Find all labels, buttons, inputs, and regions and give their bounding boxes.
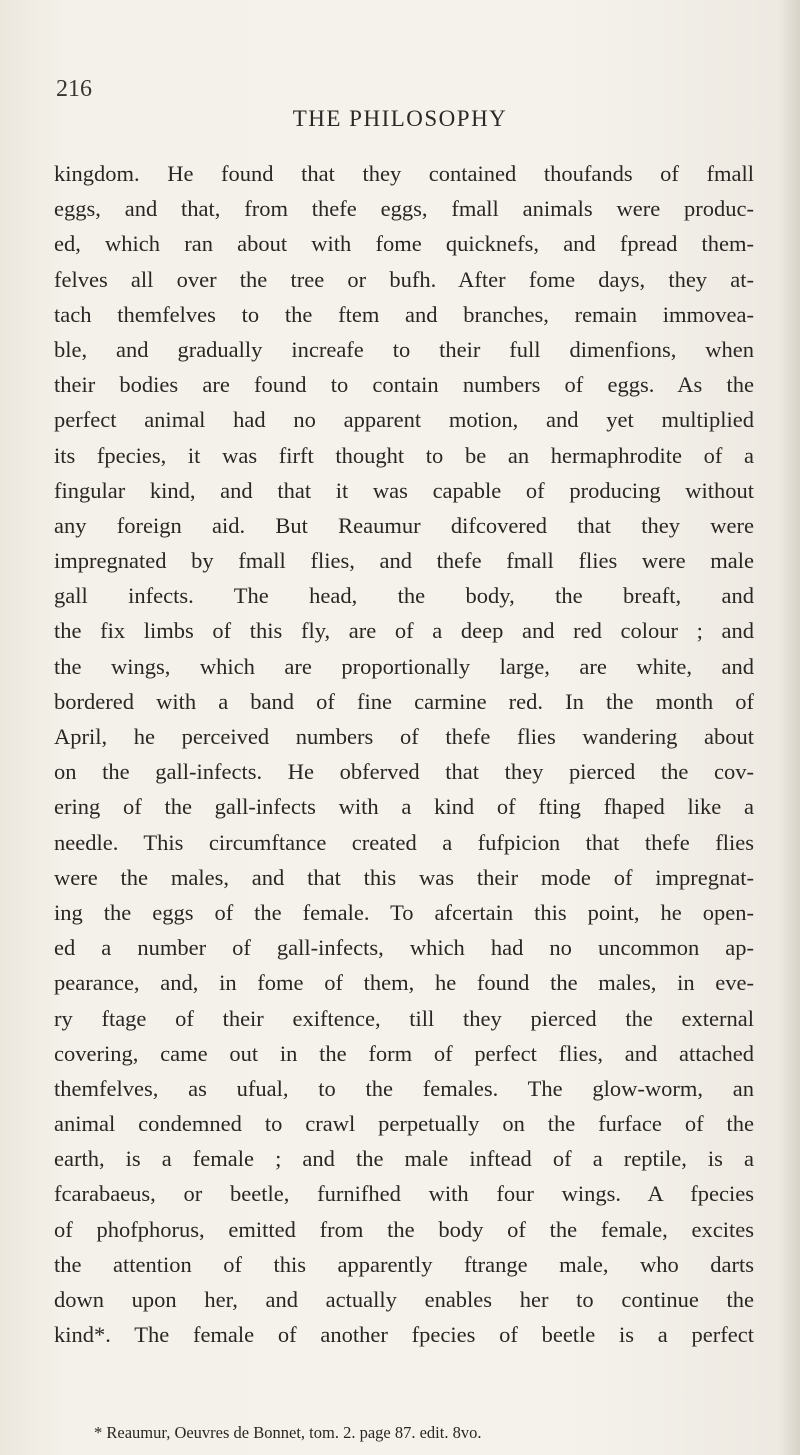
- text-line: perfect animal had no apparent motion, and yet multiplied: [54, 407, 754, 433]
- text-line: kind*. The female of another fpecies of beetle is a perfect: [54, 1322, 754, 1348]
- text-line: of phofphorus, emitted from the body of the female, excites: [54, 1216, 754, 1242]
- text-line: fingular kind, and that it was capable of producing without: [54, 477, 754, 503]
- text-line: April, he perceived numbers of thefe flies wandering about: [54, 724, 754, 749]
- text-line: ry ftage of their exiftence, till they pierced the external: [54, 1005, 754, 1031]
- text-line: the attention of this apparently ftrange male, who darts: [54, 1251, 754, 1277]
- text-line: needle. This circumftance created a fufpicion that thefe flies: [54, 829, 754, 855]
- text-line: pearance, and, in fome of them, he found the males, in eve-: [54, 970, 754, 996]
- page-number: 216: [56, 76, 92, 102]
- text-line: the fix limbs of this fly, are of a deep and red colour ; and: [54, 618, 754, 644]
- text-line: kingdom. He found that they contained thoufands of fmall: [54, 161, 754, 186]
- running-head: THE PHILOSOPHY: [292, 106, 508, 131]
- text-line: bordered with a band of fine carmine red. In the month of: [54, 688, 754, 714]
- text-line: the wings, which are proportionally large, are white, and: [54, 653, 754, 679]
- text-line: any foreign aid. But Reaumur difcovered that they were: [54, 512, 754, 538]
- text-line: ble, and gradually increafe to their full dimenfions, when: [54, 336, 754, 362]
- text-line: ing the eggs of the female. To afcertain this point, he open-: [54, 899, 754, 925]
- text-line: ed a number of gall-infects, which had no uncommon ap-: [54, 935, 754, 961]
- text-line: down upon her, and actually enables her to continue the: [54, 1287, 754, 1312]
- text-line: tach themfelves to the ftem and branches, remain immovea-: [54, 301, 754, 327]
- text-line: themfelves, as ufual, to the females. The glow-worm, an: [54, 1075, 754, 1101]
- text-line: impregnated by fmall flies, and thefe fmall flies were male: [54, 548, 754, 574]
- text-line: eggs, and that, from thefe eggs, fmall animals were produc-: [54, 196, 754, 222]
- text-line: were the males, and that this was their mode of impregnat-: [54, 864, 754, 890]
- body-text: [54, 156, 754, 1352]
- text-line: earth, is a female ; and the male inftead of a reptile, is a: [54, 1146, 754, 1172]
- text-line: ering of the gall-infects with a kind of fting fhaped like a: [54, 794, 754, 820]
- text-line: felves all over the tree or bufh. After fome days, they at-: [54, 266, 754, 292]
- text-line: animal condemned to crawl perpetually on the furface of the: [54, 1111, 754, 1137]
- text-line: ed, which ran about with fome quicknefs, and fpread them-: [54, 231, 754, 257]
- text-line: gall infects. The head, the body, the breaft, and: [54, 583, 754, 609]
- text-line: covering, came out in the form of perfect flies, and attached: [54, 1040, 754, 1066]
- text-line: their bodies are found to contain numbers of eggs. As the: [54, 372, 754, 398]
- text-line: fcarabaeus, or beetle, furnifhed with four wings. A fpecies: [54, 1181, 754, 1207]
- text-line: on the gall-infects. He obferved that they pierced the cov-: [54, 759, 754, 785]
- text-line: its fpecies, it was firft thought to be an hermaphrodite of a: [54, 442, 754, 468]
- page-edge-shadow: [778, 0, 800, 1455]
- footnote: * Reaumur, Oeuvres de Bonnet, tom. 2. page 87. edit. 8vo.: [94, 1423, 482, 1442]
